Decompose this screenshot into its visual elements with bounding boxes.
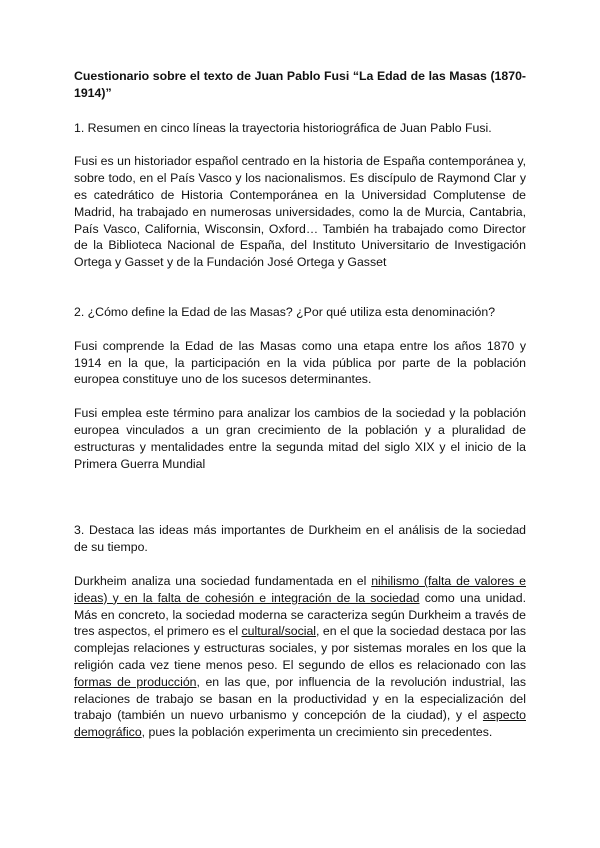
answer-3-text: , en las que, por influencia de la revolución industrial, las relaciones de trabajo se basan en la productividad y en la especialización del trabajo (también un nuevo urbanismo y concepción de la ciudad), y el — [74, 674, 526, 723]
document-title: Cuestionario sobre el texto de Juan Pablo Fusi “La Edad de las Masas (1870-1914)” — [74, 69, 526, 100]
underlined-phrase: nihilismo (falta de valores e ideas) y en la falta de cohesión e integración de la sociedad — [74, 573, 526, 605]
answer-2-paragraph-2: Fusi emplea este término para analizar los cambios de la sociedad y la población europea vinculados a un gran crecimiento de la población y a pluralidad de estructuras y mentalidades entre la segunda mitad del siglo XIX y el inicio de la Primera Guerra Mundial — [74, 406, 526, 471]
question-1: 1. Resumen en cinco líneas la trayectoria historiográfica de Juan Pablo Fusi. — [74, 120, 492, 135]
answer-3-text: , en el que la sociedad destaca por las complejas relaciones y estructuras sociales, y por sistemas morales en los que la religión cada vez tiene menos peso. El segundo de ellos es relacionado con las — [74, 624, 526, 672]
answer-3 — [74, 573, 526, 741]
answer-3-text: como una unidad. Más en concreto, la sociedad moderna se caracteriza según Durkheim a través de tres aspectos, el primero es el — [74, 590, 526, 639]
question-2: 2. ¿Cómo define la Edad de las Masas? ¿Por qué utiliza esta denominación? — [74, 304, 496, 319]
answer-3-text: Durkheim analiza una sociedad fundamentada en el — [74, 573, 372, 588]
underlined-phrase: aspecto demográfico — [74, 708, 526, 740]
answer-1: Fusi es un historiador español centrado en la historia de España contemporánea y, sobre todo, en el País Vasco y los nacionalismos. Es discípulo de Raymond Clar y es catedrático de Historia Contemporánea en la Universidad Complutense de Madrid, ha trabajado en numerosas universidades, como la de Murcia, Cantabria, País Vasco, California, Wisconsin, Oxford… También ha trabajado como Director de la Biblioteca Nacional de España, del Instituto Universitario de Investigación Ortega y Gasset y de la Fundación José Ortega y Gasset — [74, 154, 526, 270]
answer-2-paragraph-1: Fusi comprende la Edad de las Masas como una etapa entre los años 1870 y 1914 en la que, la participación en la vida pública por parte de la población europea constituye uno de los sucesos determinantes. — [74, 338, 526, 387]
answer-3-text: , pues la población experimenta un crecimiento sin precedentes. — [141, 725, 493, 740]
underlined-phrase: cultural/social — [241, 624, 317, 639]
question-3: 3. Destaca las ideas más importantes de Durkheim en el análisis de la sociedad de su tiempo. — [74, 523, 526, 555]
underlined-phrase: formas de producción — [74, 674, 197, 689]
